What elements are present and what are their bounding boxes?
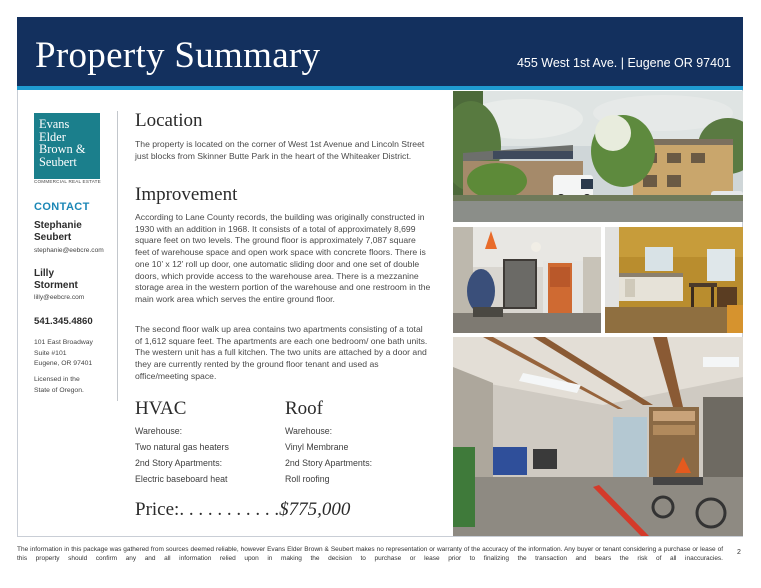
hvac-item: Two natural gas heaters: [135, 442, 229, 452]
logo-line-4: Seubert: [39, 154, 77, 169]
header-accent-stripe: [17, 86, 743, 90]
office-address-line: Suite #101: [34, 349, 67, 357]
hvac-heading: HVAC: [135, 398, 187, 419]
roof-item: 2nd Story Apartments:: [285, 458, 373, 468]
hvac-item: Electric baseboard heat: [135, 474, 228, 484]
page-number: 2: [737, 549, 741, 556]
interior-workshop-photo: [453, 227, 601, 333]
roof-heading: Roof: [285, 398, 323, 419]
sidebar-divider: [117, 111, 118, 401]
office-phone[interactable]: 541.345.4860: [34, 316, 93, 327]
hvac-item: Warehouse:: [135, 426, 183, 436]
footer-disclaimer: The information in this package was gathered from sources deemed reliable, however Evans Elder Brown & Seubert makes no representation or warranty of the accuracy of the information. Any buyer or tenant considering a purchase or lease of this property should confirm any and all information relied upon in making the decision to purchase or lease prior to finalizing the transaction and bears the risk of all inaccuracies.: [17, 546, 723, 563]
license-line: State of Oregon.: [34, 386, 84, 394]
logo-line-1: Evans: [39, 117, 70, 131]
company-logo: [34, 113, 100, 179]
office-address-line: 101 East Broadway: [34, 339, 93, 346]
price-label: Price:: [135, 499, 180, 520]
roof-item: Vinyl Membrane: [285, 442, 349, 452]
agent-first-name: Stephanie: [34, 220, 82, 231]
price-value: $775,000: [279, 499, 351, 520]
agent-last-name: Storment: [34, 280, 78, 291]
price-line: [135, 499, 350, 521]
agent-email-1[interactable]: stephanie@eebcre.com: [34, 247, 104, 254]
property-address: 455 West 1st Ave. | Eugene OR 97401: [516, 56, 731, 70]
license-line: Licensed in the: [34, 376, 80, 383]
price-leader-dots: . . . . . . . . . . .: [179, 499, 280, 520]
agent-name-1: [34, 220, 114, 244]
kitchen-photo: [605, 227, 743, 333]
page-title: Property Summary: [35, 35, 321, 76]
logo-tagline: COMMERCIAL REAL ESTATE: [34, 179, 101, 184]
logo-line-3: Brown &: [39, 142, 86, 157]
contact-heading: CONTACT: [34, 201, 90, 213]
roof-item: Roll roofing: [285, 474, 330, 484]
logo-line-2: Elder: [39, 129, 66, 144]
hvac-item: 2nd Story Apartments:: [135, 458, 223, 468]
office-address-line: Eugene, OR 97401: [34, 360, 93, 367]
location-heading: Location: [135, 110, 203, 131]
location-text: The property is located on the corner of West 1st Avenue and Lincoln Street just blocks from Skinner Butte Park in the heart of the Whiteaker District.: [135, 139, 425, 161]
improvement-paragraph-2: The second floor walk up area contains two apartments consisting of a total of 1,612 square feet. The apartments are each one bedroom/ one bath units. The western unit has a full kitchen. The two units are attached by a door and they are currently rented by the ground floor tenant and used as office/meeting space.: [135, 324, 428, 381]
improvement-paragraph-1: According to Lane County records, the building was originally constructed in 1930 with an addition in 1968. It consists of a total of approximately 8,699 square feet on two levels. The ground floor is approximately 7,087 square feet of warehouse space and open work space with concrete floors. There is one 10’ x 12’ roll up door, one automatic sliding door and one set of double doors, which provide access to the warehouse area. There is a mezzanine storage area in the western portion of the warehouse and one restroom in the main work area which serves the entire ground floor.: [135, 212, 431, 304]
agent-first-name: Lilly: [34, 268, 55, 279]
roof-item: Warehouse:: [285, 426, 333, 436]
office-address: [34, 338, 114, 370]
agent-name-2: [34, 268, 114, 292]
agent-last-name: Seubert: [34, 232, 72, 243]
warehouse-photo: [453, 337, 743, 536]
improvement-heading: Improvement: [135, 184, 238, 205]
agent-email-2[interactable]: lilly@eebcre.com: [34, 294, 85, 301]
exterior-photo: [453, 91, 743, 222]
license-note: [34, 375, 114, 396]
